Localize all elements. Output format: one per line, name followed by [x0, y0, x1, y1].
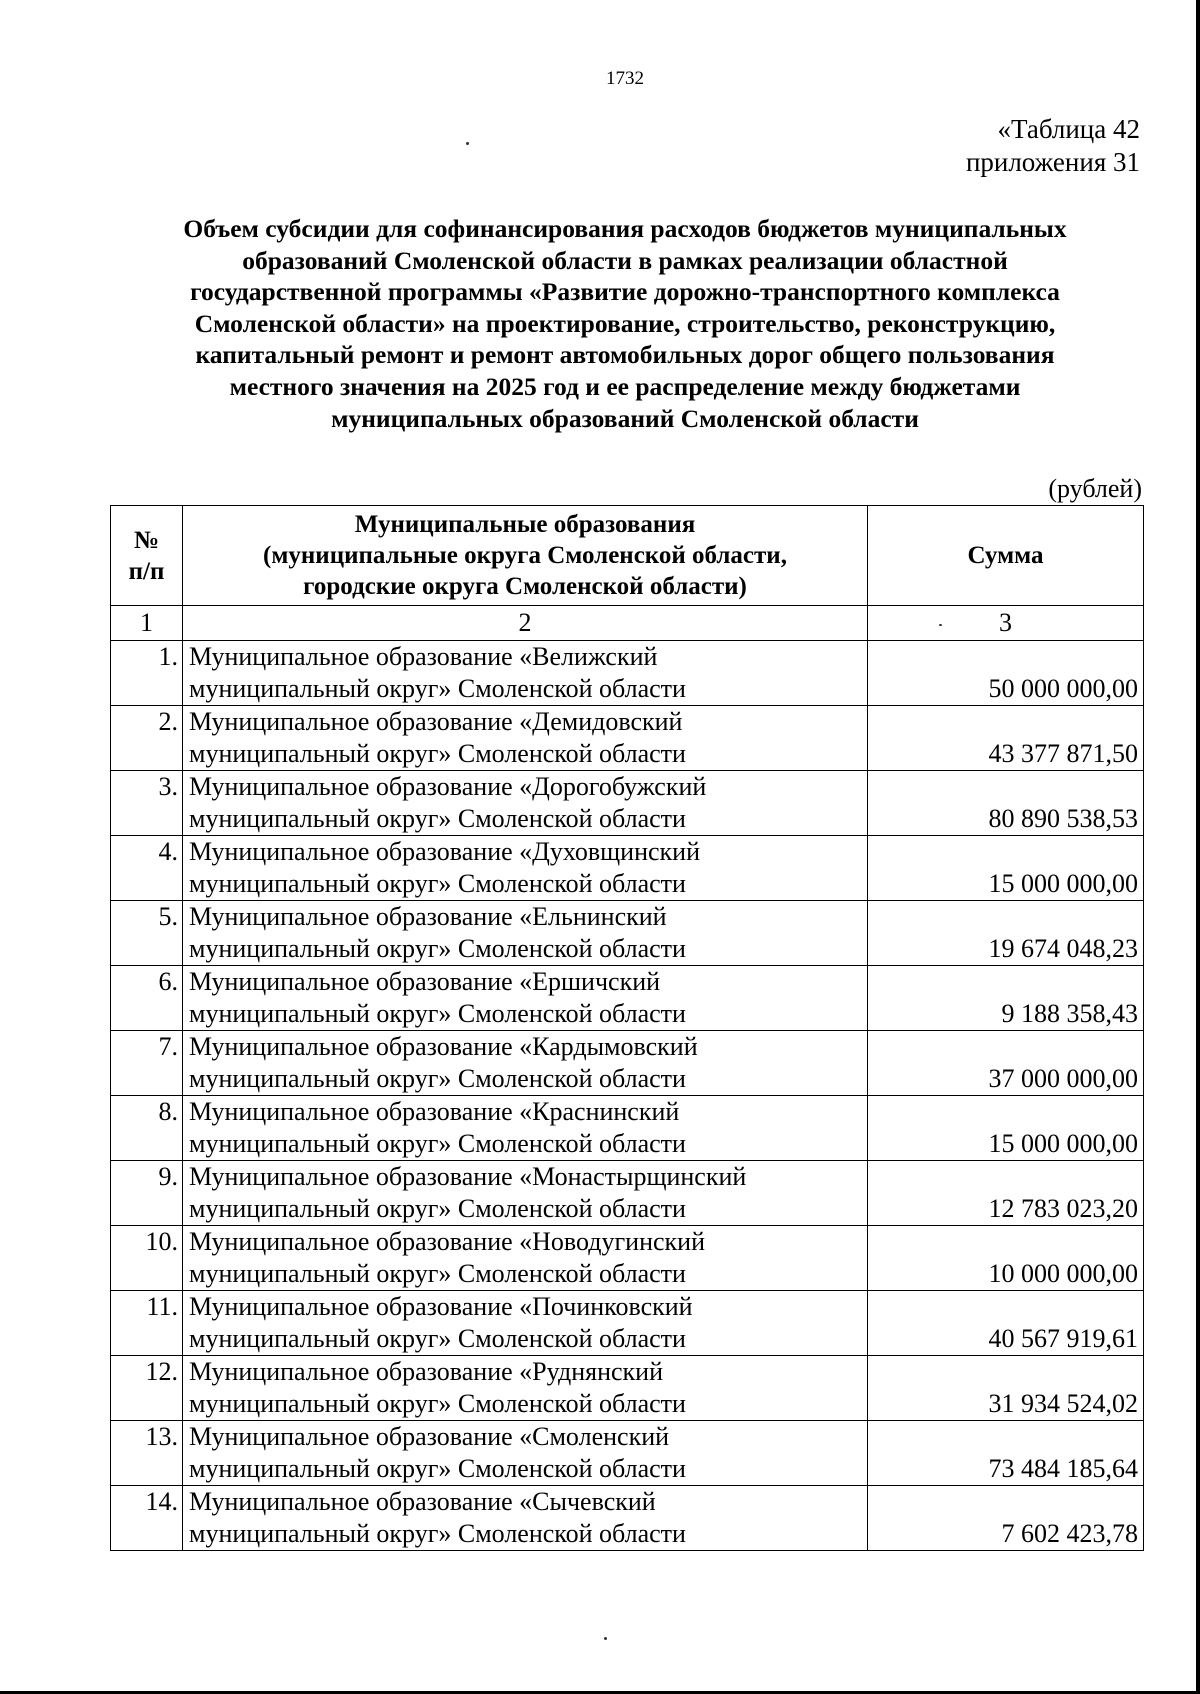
header-municipality-line-2: (муниципальные округа Смоленской области, — [263, 542, 787, 569]
table-row — [111, 1161, 1144, 1226]
column-number: 1 — [111, 606, 183, 641]
municipality-name-line-2: муниципальный округ» Смоленской области — [189, 934, 686, 963]
subsidy-amount: 80 890 538,53 — [868, 771, 1144, 836]
header-municipality-line-1: Муниципальные образования — [354, 511, 696, 538]
municipality-name — [183, 706, 868, 771]
subsidy-amount: 10 000 000,00 — [868, 1226, 1144, 1291]
subsidy-amount: 50 000 000,00 — [868, 641, 1144, 706]
municipality-name — [183, 771, 868, 836]
title-line: Объем субсидии для софинансирования расходов бюджетов муниципальных — [183, 214, 1067, 243]
subsidy-amount: 43 377 871,50 — [868, 706, 1144, 771]
row-number: 4. — [111, 836, 183, 901]
table-row — [111, 1226, 1144, 1291]
title-line: государственной программы «Развитие дорожно-транспортного комплекса — [190, 277, 1060, 307]
municipality-name — [183, 1486, 868, 1551]
table-row — [111, 641, 1144, 706]
municipality-name-line-1: Муниципальное образование «Духовщинский — [189, 837, 701, 866]
municipality-name — [183, 1096, 868, 1161]
municipality-name — [183, 1421, 868, 1486]
municipality-name — [183, 966, 868, 1031]
title-line: Смоленской области» на проектирование, строительство, реконструкцию, — [194, 308, 1056, 338]
row-number: 3. — [111, 771, 183, 836]
municipality-name — [183, 836, 868, 901]
row-number: 9. — [111, 1161, 183, 1226]
table-reference — [966, 113, 1140, 179]
municipality-name — [183, 1356, 868, 1421]
row-number: 13. — [111, 1421, 183, 1486]
document-title — [110, 213, 1140, 434]
subsidy-amount: 7 602 423,78 — [868, 1486, 1144, 1551]
row-number: 1. — [111, 641, 183, 706]
table-row — [111, 706, 1144, 771]
municipality-name-line-1: Муниципальное образование «Новодугинский — [189, 1227, 705, 1256]
municipality-name-line-2: муниципальный округ» Смоленской области — [189, 1064, 686, 1093]
table-row — [111, 771, 1144, 836]
subsidy-amount: 12 783 023,20 — [868, 1161, 1144, 1226]
municipality-name-line-1: Муниципальное образование «Смоленский — [189, 1422, 670, 1451]
table-header-row — [111, 506, 1144, 606]
subsidy-amount: 9 188 358,43 — [868, 966, 1144, 1031]
municipality-name-line-1: Муниципальное образование «Сычевский — [189, 1487, 656, 1516]
header-number — [111, 506, 183, 606]
row-number: 7. — [111, 1031, 183, 1096]
municipality-name — [183, 1226, 868, 1291]
row-number: 2. — [111, 706, 183, 771]
municipality-name-line-2: муниципальный округ» Смоленской области — [189, 1454, 686, 1483]
subsidy-amount: 15 000 000,00 — [868, 1096, 1144, 1161]
municipality-name — [183, 1161, 868, 1226]
title-line: образований Смоленской области в рамках реализации областной — [242, 245, 1008, 275]
municipality-name-line-1: Муниципальное образование «Ельнинский — [189, 902, 667, 931]
municipality-name-line-1: Муниципальное образование «Велижский — [189, 642, 658, 671]
scan-edge-right — [1196, 0, 1200, 1694]
municipality-name-line-2: муниципальный округ» Смоленской области — [189, 1324, 686, 1353]
table-row — [111, 966, 1144, 1031]
row-number: 5. — [111, 901, 183, 966]
row-number: 10. — [111, 1226, 183, 1291]
header-municipality — [183, 506, 868, 606]
row-number: 14. — [111, 1486, 183, 1551]
row-number: 6. — [111, 966, 183, 1031]
municipality-name-line-2: муниципальный округ» Смоленской области — [189, 1129, 686, 1158]
title-line: муниципальных образований Смоленской области — [331, 403, 919, 433]
municipality-name-line-2: муниципальный округ» Смоленской области — [189, 869, 686, 898]
table-row — [111, 1356, 1144, 1421]
units-label: (рублей) — [1048, 474, 1142, 503]
subsidy-amount: 37 000 000,00 — [868, 1031, 1144, 1096]
municipality-name-line-1: Муниципальное образование «Руднянский — [189, 1357, 663, 1386]
municipality-name — [183, 1291, 868, 1356]
title-line: местного значения на 2025 год и ее распределение между бюджетами — [229, 371, 1021, 401]
page-number: 1732 — [606, 68, 644, 89]
row-number: 11. — [111, 1291, 183, 1356]
municipality-name-line-1: Муниципальное образование «Починковский — [189, 1292, 693, 1321]
header-number-line-1: № — [133, 526, 160, 554]
table-row — [111, 1031, 1144, 1096]
column-number: 2 — [183, 606, 868, 641]
table-body — [111, 641, 1144, 1551]
table-row — [111, 901, 1144, 966]
municipality-name — [183, 641, 868, 706]
municipality-name-line-1: Муниципальное образование «Краснинский — [189, 1097, 680, 1126]
subsidy-amount: 15 000 000,00 — [868, 836, 1144, 901]
municipality-name-line-2: муниципальный округ» Смоленской области — [189, 804, 686, 833]
municipality-name-line-1: Муниципальное образование «Монастырщинский — [189, 1162, 747, 1191]
subsidy-amount: 40 567 919,61 — [868, 1291, 1144, 1356]
column-number: 3 — [868, 606, 1144, 641]
table-row — [111, 1421, 1144, 1486]
table-row — [111, 1291, 1144, 1356]
table-row — [111, 1486, 1144, 1551]
table-row — [111, 836, 1144, 901]
municipality-name-line-2: муниципальный округ» Смоленской области — [189, 1194, 686, 1223]
scan-speck — [466, 142, 469, 145]
table-row — [111, 1096, 1144, 1161]
column-numbers-row — [111, 606, 1144, 641]
municipality-name — [183, 1031, 868, 1096]
title-line: капитальный ремонт и ремонт автомобильных дорог общего пользования — [195, 340, 1055, 370]
municipality-name-line-1: Муниципальное образование «Кардымовский — [189, 1032, 698, 1061]
municipality-name-line-2: муниципальный округ» Смоленской области — [189, 1259, 686, 1288]
municipality-name — [183, 901, 868, 966]
subsidy-amount: 73 484 185,64 — [868, 1421, 1144, 1486]
subsidy-amount: 31 934 524,02 — [868, 1356, 1144, 1421]
scan-speck — [939, 624, 942, 626]
table-reference-line-1: «Таблица 42 — [997, 114, 1140, 144]
row-number: 12. — [111, 1356, 183, 1421]
header-number-line-2: п/п — [128, 557, 165, 585]
subsidy-amount: 19 674 048,23 — [868, 901, 1144, 966]
municipality-name-line-1: Муниципальное образование «Ершичский — [189, 967, 661, 996]
municipality-name-line-2: муниципальный округ» Смоленской области — [189, 999, 686, 1028]
municipality-name-line-2: муниципальный округ» Смоленской области — [189, 674, 686, 703]
header-sum: Сумма — [868, 506, 1144, 606]
municipality-name-line-2: муниципальный округ» Смоленской области — [189, 1389, 686, 1418]
row-number: 8. — [111, 1096, 183, 1161]
header-municipality-line-3: городские округа Смоленской области) — [303, 573, 747, 600]
municipality-name-line-2: муниципальный округ» Смоленской области — [189, 1519, 686, 1548]
municipality-name-line-1: Муниципальное образование «Дорогобужский — [189, 772, 707, 801]
table-reference-line-2: приложения 31 — [965, 147, 1140, 177]
municipality-name-line-1: Муниципальное образование «Демидовский — [189, 707, 683, 736]
municipality-name-line-2: муниципальный округ» Смоленской области — [189, 739, 686, 768]
subsidy-table — [110, 505, 1144, 1551]
scan-speck — [604, 1637, 607, 1640]
